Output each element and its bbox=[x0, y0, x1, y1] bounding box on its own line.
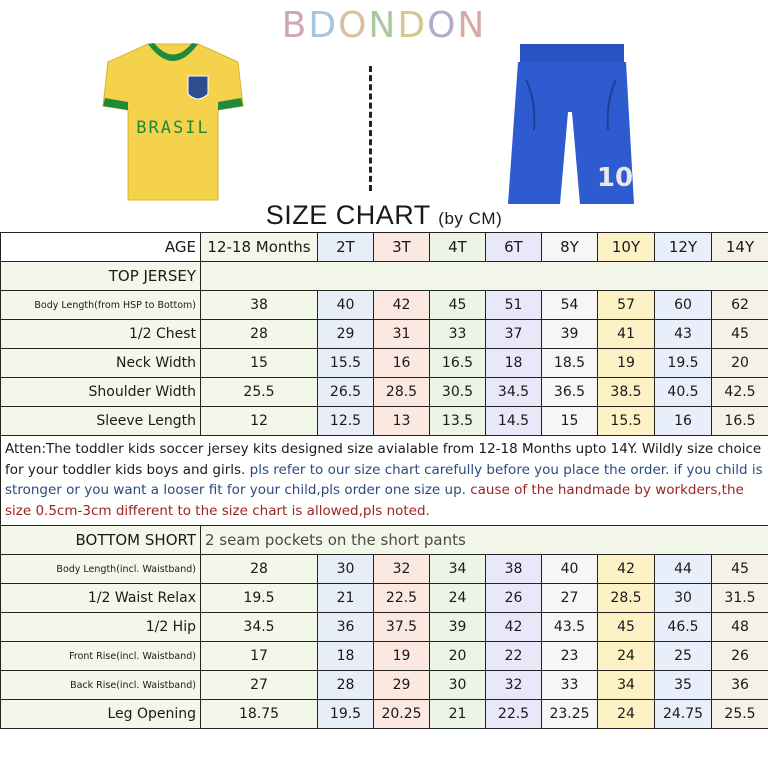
measurement-cell: 20 bbox=[430, 642, 486, 671]
measurement-cell: 22.5 bbox=[374, 584, 430, 613]
measurement-cell: 45 bbox=[430, 291, 486, 320]
measurement-cell: 45 bbox=[598, 613, 655, 642]
bottom-short-label: 1/2 Hip bbox=[1, 613, 201, 642]
size-chart-body bbox=[1, 233, 768, 729]
measurement-cell: 42.5 bbox=[712, 378, 768, 407]
measurement-cell: 24 bbox=[430, 584, 486, 613]
chart-title-unit: (by CM) bbox=[438, 209, 503, 228]
measurement-cell: 40.5 bbox=[655, 378, 712, 407]
measurement-cell: 34 bbox=[430, 555, 486, 584]
measurement-cell: 44 bbox=[655, 555, 712, 584]
measurement-cell: 16.5 bbox=[712, 407, 768, 436]
bottom-short-row bbox=[1, 584, 768, 613]
measurement-cell: 45 bbox=[712, 555, 768, 584]
measurement-cell: 12.5 bbox=[318, 407, 374, 436]
measurement-cell: 30.5 bbox=[430, 378, 486, 407]
measurement-cell: 15.5 bbox=[318, 349, 374, 378]
measurement-cell: 21 bbox=[430, 700, 486, 729]
measurement-cell: 32 bbox=[486, 671, 542, 700]
measurement-cell: 36.5 bbox=[542, 378, 598, 407]
top-jersey-section-blank bbox=[201, 262, 768, 291]
measurement-cell: 36 bbox=[712, 671, 768, 700]
measurement-cell: 22.5 bbox=[486, 700, 542, 729]
measurement-cell: 30 bbox=[430, 671, 486, 700]
measurement-cell: 57 bbox=[598, 291, 655, 320]
yellow-soccer-jersey-icon bbox=[102, 38, 244, 202]
bottom-short-note: 2 seam pockets on the short pants bbox=[201, 526, 768, 555]
shorts-number: 10 bbox=[596, 163, 634, 193]
attention-note-size-info: Atten:The toddler kids soccer jersey kits designed size avialable from 12-18 Months upto 14Y. Wildly size choice for your toddler kids boys and girls. bbox=[5, 441, 762, 478]
measurement-cell: 27 bbox=[542, 584, 598, 613]
measurement-cell: 20.25 bbox=[374, 700, 430, 729]
measurement-cell: 18.5 bbox=[542, 349, 598, 378]
measurement-cell: 25.5 bbox=[712, 700, 768, 729]
top-jersey-row bbox=[1, 407, 768, 436]
measurement-cell: 15 bbox=[542, 407, 598, 436]
measurement-cell: 41 bbox=[598, 320, 655, 349]
brand-letter: D bbox=[308, 5, 339, 46]
measurement-cell: 15 bbox=[201, 349, 318, 378]
measurement-cell: 43 bbox=[655, 320, 712, 349]
measurement-cell: 24.75 bbox=[655, 700, 712, 729]
size-header-cell: 2T bbox=[318, 233, 374, 262]
size-header-cell: 8Y bbox=[542, 233, 598, 262]
measurement-cell: 25 bbox=[655, 642, 712, 671]
measurement-cell: 15.5 bbox=[598, 407, 655, 436]
measurement-cell: 20 bbox=[712, 349, 768, 378]
measurement-cell: 24 bbox=[598, 642, 655, 671]
measurement-cell: 35 bbox=[655, 671, 712, 700]
measurement-cell: 19.5 bbox=[318, 700, 374, 729]
measurement-cell: 12 bbox=[201, 407, 318, 436]
measurement-cell: 18 bbox=[486, 349, 542, 378]
size-header-cell: 10Y bbox=[598, 233, 655, 262]
measurement-cell: 19 bbox=[598, 349, 655, 378]
measurement-cell: 29 bbox=[374, 671, 430, 700]
attention-note-fit-advice: pls refer to our size chart carefully before you place the order. if you child is stronger or you want a looser fit for your child,pls order one size up. bbox=[5, 461, 763, 498]
measurement-cell: 33 bbox=[542, 671, 598, 700]
size-header-cell: 12-18 Months bbox=[201, 233, 318, 262]
measurement-cell: 60 bbox=[655, 291, 712, 320]
top-jersey-label: 1/2 Chest bbox=[1, 320, 201, 349]
size-header-cell: 4T bbox=[430, 233, 486, 262]
measurement-cell: 26 bbox=[486, 584, 542, 613]
measurement-cell: 42 bbox=[486, 613, 542, 642]
measurement-cell: 13 bbox=[374, 407, 430, 436]
top-jersey-section-row bbox=[1, 262, 768, 291]
measurement-cell: 45 bbox=[712, 320, 768, 349]
size-header-cell: 3T bbox=[374, 233, 430, 262]
measurement-cell: 27 bbox=[201, 671, 318, 700]
size-chart-table bbox=[0, 232, 768, 729]
brand-letter: D bbox=[397, 5, 428, 46]
measurement-cell: 30 bbox=[318, 555, 374, 584]
measurement-cell: 19.5 bbox=[655, 349, 712, 378]
size-header-cell: 14Y bbox=[712, 233, 768, 262]
measurement-cell: 34.5 bbox=[486, 378, 542, 407]
bottom-short-row bbox=[1, 700, 768, 729]
measurement-cell: 34 bbox=[598, 671, 655, 700]
bottom-short-label: 1/2 Waist Relax bbox=[1, 584, 201, 613]
measurement-cell: 26 bbox=[712, 642, 768, 671]
measurement-cell: 62 bbox=[712, 291, 768, 320]
measurement-cell: 36 bbox=[318, 613, 374, 642]
top-jersey-row bbox=[1, 291, 768, 320]
measurement-cell: 19 bbox=[374, 642, 430, 671]
measurement-cell: 28 bbox=[318, 671, 374, 700]
top-jersey-label: Body Length(from HSP to Bottom) bbox=[1, 291, 201, 320]
measurement-cell: 30 bbox=[655, 584, 712, 613]
measurement-cell: 23 bbox=[542, 642, 598, 671]
measurement-cell: 18.75 bbox=[201, 700, 318, 729]
measurement-cell: 38.5 bbox=[598, 378, 655, 407]
measurement-cell: 14.5 bbox=[486, 407, 542, 436]
measurement-cell: 40 bbox=[318, 291, 374, 320]
size-chart-table-wrap bbox=[0, 232, 768, 768]
top-jersey-section-label: TOP JERSEY bbox=[1, 262, 201, 291]
top-jersey-label: Shoulder Width bbox=[1, 378, 201, 407]
bottom-short-row bbox=[1, 642, 768, 671]
measurement-cell: 37 bbox=[486, 320, 542, 349]
measurement-cell: 34.5 bbox=[201, 613, 318, 642]
measurement-cell: 51 bbox=[486, 291, 542, 320]
bottom-short-label: Front Rise(incl. Waistband) bbox=[1, 642, 201, 671]
age-header-row bbox=[1, 233, 768, 262]
brand-letter: B bbox=[281, 5, 309, 46]
bottom-short-label: Back Rise(incl. Waistband) bbox=[1, 671, 201, 700]
bottom-short-row bbox=[1, 613, 768, 642]
measurement-cell: 21 bbox=[318, 584, 374, 613]
bottom-short-row bbox=[1, 671, 768, 700]
measurement-cell: 37.5 bbox=[374, 613, 430, 642]
measurement-cell: 13.5 bbox=[430, 407, 486, 436]
measurement-cell: 31 bbox=[374, 320, 430, 349]
top-jersey-label: Neck Width bbox=[1, 349, 201, 378]
top-jersey-row bbox=[1, 320, 768, 349]
brand-letter: N bbox=[457, 5, 487, 46]
measurement-cell: 40 bbox=[542, 555, 598, 584]
measurement-cell: 17 bbox=[201, 642, 318, 671]
attention-note-row bbox=[1, 436, 768, 526]
size-header-cell: 12Y bbox=[655, 233, 712, 262]
measurement-cell: 39 bbox=[542, 320, 598, 349]
measurement-cell: 18 bbox=[318, 642, 374, 671]
measurement-cell: 31.5 bbox=[712, 584, 768, 613]
measurement-cell: 38 bbox=[486, 555, 542, 584]
dashed-divider bbox=[369, 66, 372, 191]
brand-letter: O bbox=[427, 5, 458, 46]
brand-letter: O bbox=[338, 5, 369, 46]
bottom-short-row bbox=[1, 555, 768, 584]
measurement-cell: 28 bbox=[201, 555, 318, 584]
measurement-cell: 33 bbox=[430, 320, 486, 349]
measurement-cell: 43.5 bbox=[542, 613, 598, 642]
measurement-cell: 26.5 bbox=[318, 378, 374, 407]
chart-title bbox=[0, 200, 768, 234]
measurement-cell: 54 bbox=[542, 291, 598, 320]
measurement-cell: 24 bbox=[598, 700, 655, 729]
top-jersey-label: Sleeve Length bbox=[1, 407, 201, 436]
size-header-cell: 6T bbox=[486, 233, 542, 262]
measurement-cell: 22 bbox=[486, 642, 542, 671]
top-jersey-row bbox=[1, 349, 768, 378]
bottom-short-label: Leg Opening bbox=[1, 700, 201, 729]
measurement-cell: 42 bbox=[598, 555, 655, 584]
measurement-cell: 39 bbox=[430, 613, 486, 642]
measurement-cell: 48 bbox=[712, 613, 768, 642]
measurement-cell: 29 bbox=[318, 320, 374, 349]
measurement-cell: 25.5 bbox=[201, 378, 318, 407]
bottom-short-section-row bbox=[1, 526, 768, 555]
jersey-text: BRASIL bbox=[136, 118, 210, 138]
measurement-cell: 28.5 bbox=[374, 378, 430, 407]
measurement-cell: 23.25 bbox=[542, 700, 598, 729]
measurement-cell: 42 bbox=[374, 291, 430, 320]
bottom-short-label: Body Length(incl. Waistband) bbox=[1, 555, 201, 584]
measurement-cell: 28 bbox=[201, 320, 318, 349]
measurement-cell: 16 bbox=[374, 349, 430, 378]
bottom-short-section-label: BOTTOM SHORT bbox=[1, 526, 201, 555]
chart-title-main: SIZE CHART bbox=[265, 200, 431, 230]
measurement-cell: 38 bbox=[201, 291, 318, 320]
measurement-cell: 16 bbox=[655, 407, 712, 436]
measurement-cell: 28.5 bbox=[598, 584, 655, 613]
attention-note-tolerance: cause of the handmade by workders,the size 0.5cm-3cm different to the size chart is allowed,pls noted. bbox=[5, 482, 744, 519]
attention-note bbox=[1, 436, 768, 526]
age-header-label: AGE bbox=[1, 233, 201, 262]
measurement-cell: 16.5 bbox=[430, 349, 486, 378]
top-jersey-row bbox=[1, 378, 768, 407]
measurement-cell: 19.5 bbox=[201, 584, 318, 613]
blue-soccer-shorts-icon bbox=[506, 40, 636, 206]
brand-letter: N bbox=[368, 5, 398, 46]
measurement-cell: 46.5 bbox=[655, 613, 712, 642]
measurement-cell: 32 bbox=[374, 555, 430, 584]
